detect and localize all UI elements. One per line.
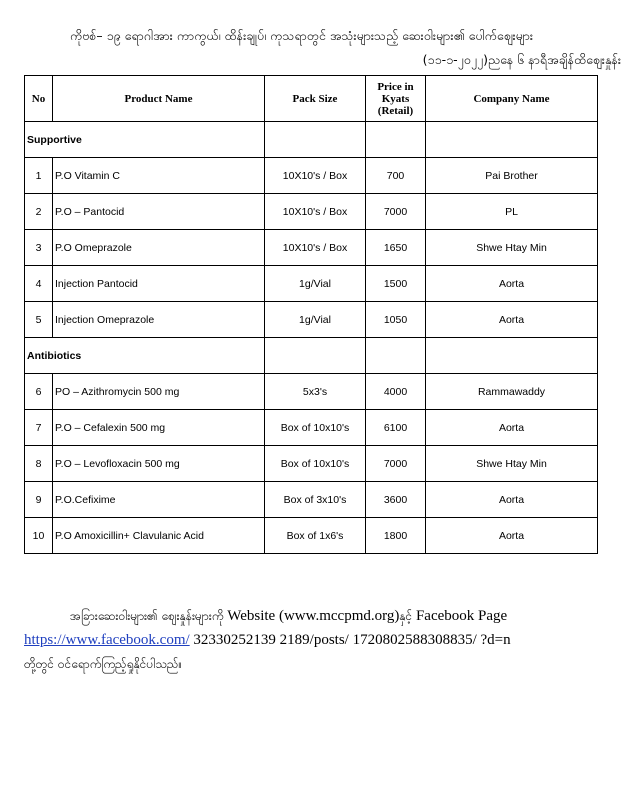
footer-line-3 — [24, 652, 604, 676]
footer-website: Website (www.mccpmd.org) — [223, 608, 400, 624]
header-company-name: Company Name — [426, 76, 598, 122]
header-price-line2: Kyats — [381, 92, 410, 105]
cell-product-name: PO – Azithromycin 500 mg — [53, 374, 265, 410]
cell-pack-size: 10X10's / Box — [265, 194, 366, 230]
header-price-line1: Price in — [377, 80, 414, 93]
section-label: Antibiotics — [25, 338, 265, 374]
table-row — [25, 482, 598, 518]
cell-pack-size: Box of 1x6's — [265, 518, 366, 554]
empty-cell — [265, 122, 366, 158]
cell-product-name: Injection Pantocid — [53, 266, 265, 302]
cell-company-name: Aorta — [426, 518, 598, 554]
empty-cell — [366, 122, 426, 158]
cell-price: 6100 — [366, 410, 426, 446]
header-price-line3: (Retail) — [377, 104, 414, 117]
cell-no: 8 — [25, 446, 53, 482]
table-row — [25, 374, 598, 410]
cell-product-name: P.O.Cefixime — [53, 482, 265, 518]
cell-product-name: Injection Omeprazole — [53, 302, 265, 338]
document-date-line: (၁၁-၁-၂၀၂၂)ညနေ ၆ နာရီအချိန်ထိဈေးနှုန်း — [422, 52, 621, 67]
table-row — [25, 194, 598, 230]
cell-product-name: P.O – Cefalexin 500 mg — [53, 410, 265, 446]
cell-price: 7000 — [366, 194, 426, 230]
cell-pack-size: 1g/Vial — [265, 302, 366, 338]
cell-pack-size: 5x3's — [265, 374, 366, 410]
cell-no: 10 — [25, 518, 53, 554]
section-row — [25, 338, 598, 374]
cell-pack-size: 10X10's / Box — [265, 230, 366, 266]
table-header-row — [25, 76, 598, 122]
empty-cell — [366, 338, 426, 374]
footer-line-2 — [24, 628, 604, 652]
cell-price: 700 — [366, 158, 426, 194]
empty-cell — [426, 122, 598, 158]
cell-pack-size: 1g/Vial — [265, 266, 366, 302]
cell-price: 1800 — [366, 518, 426, 554]
section-label: Supportive — [25, 122, 265, 158]
cell-no: 3 — [25, 230, 53, 266]
cell-product-name: P.O – Pantocid — [53, 194, 265, 230]
cell-no: 2 — [25, 194, 53, 230]
cell-pack-size: Box of 10x10's — [265, 410, 366, 446]
cell-pack-size: Box of 10x10's — [265, 446, 366, 482]
footer-note — [24, 604, 604, 676]
cell-no: 7 — [25, 410, 53, 446]
cell-pack-size: 10X10's / Box — [265, 158, 366, 194]
empty-cell — [426, 338, 598, 374]
cell-product-name: P.O Omeprazole — [53, 230, 265, 266]
cell-company-name: Aorta — [426, 482, 598, 518]
cell-price: 4000 — [366, 374, 426, 410]
cell-price: 7000 — [366, 446, 426, 482]
cell-company-name: Shwe Htay Min — [426, 446, 598, 482]
table-row — [25, 302, 598, 338]
cell-pack-size: Box of 3x10's — [265, 482, 366, 518]
footer-join: နှင့် — [399, 609, 413, 623]
header-no: No — [25, 76, 53, 122]
header-price — [366, 76, 426, 122]
empty-cell — [265, 338, 366, 374]
cell-company-name: Aorta — [426, 410, 598, 446]
table-row — [25, 158, 598, 194]
cell-product-name: P.O Vitamin C — [53, 158, 265, 194]
footer-line-1 — [24, 604, 604, 628]
cell-company-name: Rammawaddy — [426, 374, 598, 410]
document-title: ကိုဗစ်– ၁၉ ရောဂါအား ကာကွယ်၊ ထိန်းချုပ်၊ ကုသရာတွင် အသုံးများသည့် ဆေးဝါးများ၏ ပေါက်ဈေးများ — [70, 28, 534, 43]
table-row — [25, 266, 598, 302]
table-row — [25, 446, 598, 482]
table-body — [25, 122, 598, 554]
cell-price: 1650 — [366, 230, 426, 266]
cell-company-name: Shwe Htay Min — [426, 230, 598, 266]
cell-no: 4 — [25, 266, 53, 302]
table-row — [25, 410, 598, 446]
facebook-link[interactable]: https://www.facebook.com/ — [24, 632, 190, 648]
price-table — [24, 75, 598, 554]
footer-facebook-label: Facebook Page — [412, 608, 508, 624]
cell-price: 3600 — [366, 482, 426, 518]
table-row — [25, 230, 598, 266]
cell-no: 9 — [25, 482, 53, 518]
cell-company-name: Pai Brother — [426, 158, 598, 194]
header-pack-size: Pack Size — [265, 76, 366, 122]
section-row — [25, 122, 598, 158]
cell-price: 1050 — [366, 302, 426, 338]
cell-price: 1500 — [366, 266, 426, 302]
cell-no: 1 — [25, 158, 53, 194]
cell-company-name: Aorta — [426, 266, 598, 302]
footer-closing: တို့တွင် ဝင်ရောက်ကြည့်ရှုနိုင်ပါသည်။ — [24, 657, 183, 671]
cell-product-name: P.O Amoxicillin+ Clavulanic Acid — [53, 518, 265, 554]
cell-company-name: Aorta — [426, 302, 598, 338]
footer-intro: အခြားဆေးဝါးများ၏ ဈေးနှုန်းများကို — [70, 609, 224, 623]
cell-no: 6 — [25, 374, 53, 410]
facebook-link-rest: 32330252139 2189/posts/ 1720802588308835/ ?d=n — [189, 632, 511, 648]
header-product-name: Product Name — [53, 76, 265, 122]
cell-company-name: PL — [426, 194, 598, 230]
cell-product-name: P.O – Levofloxacin 500 mg — [53, 446, 265, 482]
cell-no: 5 — [25, 302, 53, 338]
table-row — [25, 518, 598, 554]
